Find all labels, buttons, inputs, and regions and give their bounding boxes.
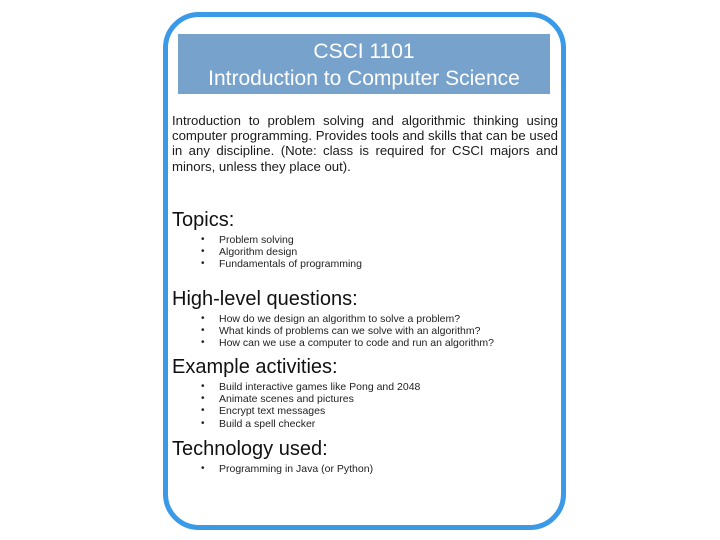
title-banner [178, 34, 550, 96]
list-item: • Build interactive games like Pong and 2048 [201, 381, 421, 393]
questions-list [172, 313, 562, 350]
technology-section [172, 437, 562, 475]
bullet-icon: • [201, 393, 205, 405]
activities-section [172, 355, 562, 430]
bullet-icon: • [201, 417, 205, 429]
topics-section [172, 208, 562, 271]
technology-heading: Technology used: [172, 438, 328, 460]
topics-list [172, 234, 562, 271]
course-title: Introduction to Computer Science [208, 67, 520, 90]
bullet-icon: • [201, 463, 205, 474]
activities-heading: Example activities: [172, 356, 338, 378]
list-item: • How do we design an algorithm to solve a problem? [201, 313, 461, 325]
topics-heading: Topics: [172, 209, 235, 231]
activities-list [172, 381, 562, 430]
bullet-icon: • [201, 258, 205, 270]
bullet-icon: • [201, 405, 205, 417]
questions-section [172, 287, 562, 350]
questions-heading: High-level questions: [172, 288, 358, 310]
list-item: • What kinds of problems can we solve with an algorithm? [201, 325, 481, 338]
list-item: • Build a spell checker [201, 417, 316, 430]
course-code: CSCI 1101 [313, 40, 415, 63]
list-item: • How can we use a computer to code and run an algorithm? [201, 337, 494, 350]
list-item: • Encrypt text messages [201, 405, 326, 418]
list-item: • Algorithm design [201, 246, 298, 259]
bullet-icon: • [201, 337, 205, 349]
bullet-icon: • [201, 313, 205, 324]
bullet-icon: • [201, 381, 205, 392]
bullet-icon: • [201, 325, 205, 337]
list-item: • Fundamentals of programming [201, 258, 362, 271]
bullet-icon: • [201, 246, 205, 258]
list-item: • Programming in Java (or Python) [201, 463, 374, 475]
technology-list [172, 463, 562, 475]
course-description: Introduction to problem solving and algorithmic thinking using computer programming. Provides tools and skills that can be used in any discipline. (Note: class is required for CSCI majors and minors, unless they place out). [172, 113, 558, 174]
bullet-icon: • [201, 234, 205, 245]
list-item: • Animate scenes and pictures [201, 393, 354, 406]
list-item: • Problem solving [201, 234, 294, 246]
